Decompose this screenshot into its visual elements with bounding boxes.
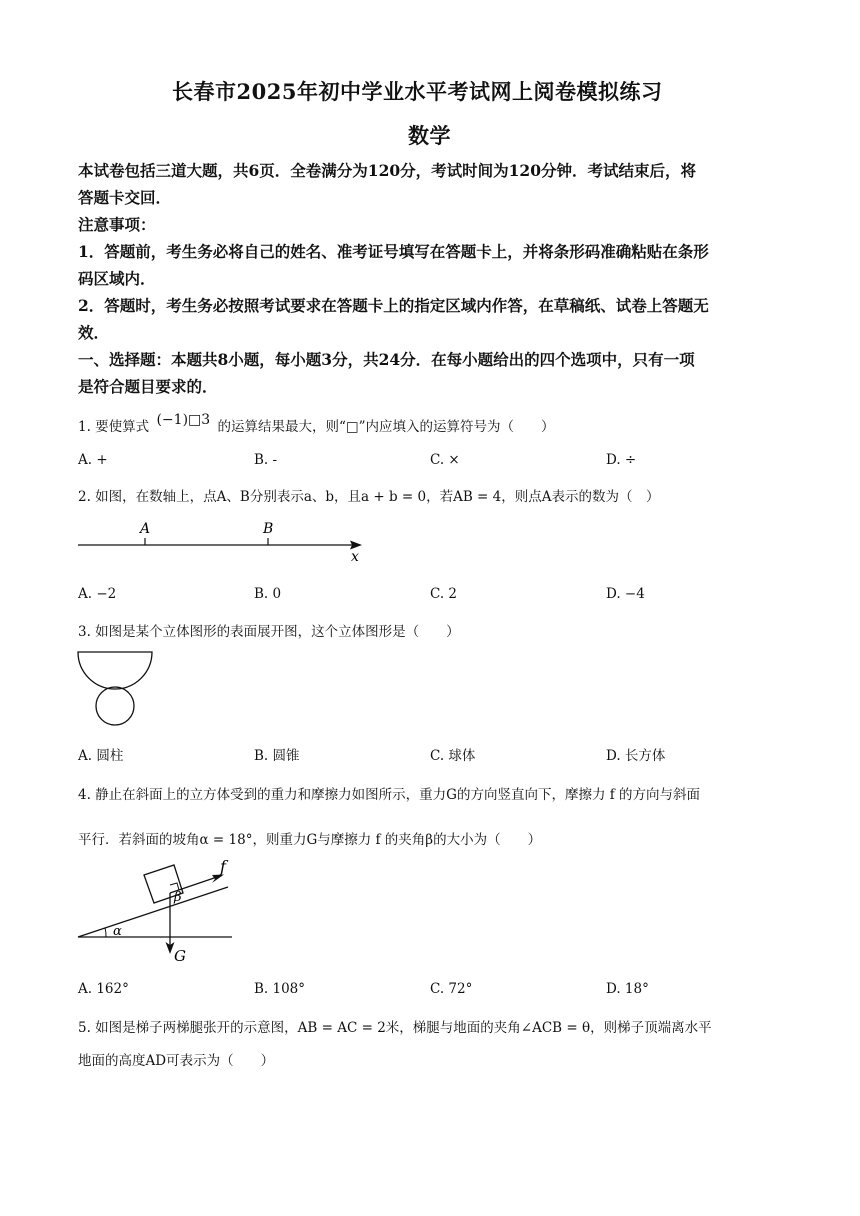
- q1-option-a[interactable]: A. +: [78, 452, 108, 468]
- q4-option-d[interactable]: D. 18°: [606, 981, 649, 997]
- base-circle: [96, 687, 134, 725]
- q3-option-b[interactable]: B. 圆锥: [254, 748, 300, 764]
- q4-stem-line-1: 4. 静止在斜面上的立方体受到的重力和摩擦力如图所示，重力G的方向竖直向下，摩擦力 f 的方向与斜面: [78, 787, 701, 803]
- q3-option-a[interactable]: A. 圆柱: [78, 748, 124, 764]
- q5-stem-line-1: 5. 如图是梯子两梯腿张开的示意图，AB = AC = 2米，梯腿与地面的夹角∠ACB = θ，则梯子顶端离水平: [78, 1020, 712, 1036]
- q1-suffix: 的运算结果最大，则“□”内应填入的运算符号为（ ）: [217, 419, 555, 435]
- q1-option-d[interactable]: D. ÷: [606, 452, 637, 468]
- net-figure: [76, 650, 156, 730]
- intro-line-1: 本试卷包括三道大题，共6页．全卷满分为120分，考试时间为120分钟．考试结束后，将: [78, 161, 696, 180]
- q3-option-c[interactable]: C. 球体: [430, 748, 476, 764]
- slope-line: [78, 887, 228, 937]
- exam-title: 长春市2025年初中学业水平考试网上阅卷模拟练习: [172, 79, 663, 104]
- q2-option-b[interactable]: B. 0: [254, 586, 282, 602]
- q1-stem: [78, 412, 555, 435]
- q4-stem-line-2: 平行．若斜面的坡角α = 18°，则重力G与摩擦力 f 的夹角β的大小为（ ）: [78, 832, 542, 848]
- q1-option-b[interactable]: B. -: [254, 452, 278, 468]
- q5-stem-line-2: 地面的高度AD可表示为（ ）: [78, 1053, 275, 1069]
- q1-expression: (−1)□3: [156, 412, 211, 428]
- q1-option-c[interactable]: C. ×: [430, 452, 460, 468]
- q3-option-d[interactable]: D. 长方体: [606, 748, 666, 764]
- angle-alpha-arc: [105, 928, 106, 937]
- label-b: B: [263, 521, 274, 537]
- label-alpha: α: [113, 924, 122, 939]
- label-f: f: [220, 857, 226, 876]
- section-1-line-1: 一、选择题：本题共8小题，每小题3分，共24分．在每小题给出的四个选项中，只有一项: [78, 350, 695, 369]
- label-g: G: [174, 947, 186, 965]
- subject-title: 数学: [408, 123, 451, 148]
- q4-option-c[interactable]: C. 72°: [430, 981, 473, 997]
- angle-beta-mark: [170, 883, 179, 890]
- q4-option-b[interactable]: B. 108°: [254, 981, 306, 997]
- number-line-figure: [78, 515, 378, 565]
- semicircle-sector: [78, 652, 152, 689]
- label-x: x: [351, 549, 359, 565]
- note-1-line-2: 码区域内．: [78, 269, 156, 288]
- note-1-line-1: 1．答题前，考生务必将自己的姓名、准考证号填写在答题卡上，并将条形码准确粘贴在条形: [78, 242, 709, 261]
- q2-option-a[interactable]: A. −2: [78, 586, 117, 602]
- q2-stem: 2. 如图，在数轴上，点A、B分别表示a、b，且a + b = 0，若AB = 4，则点A表示的数为（ ）: [78, 489, 660, 505]
- label-a: A: [140, 521, 151, 537]
- section-1-line-2: 是符合题目要求的．: [78, 377, 218, 396]
- incline-figure: [76, 855, 256, 965]
- q2-option-c[interactable]: C. 2: [430, 586, 458, 602]
- note-2-line-1: 2．答题时，考生务必按照考试要求在答题卡上的指定区域内作答，在草稿纸、试卷上答题无: [78, 296, 709, 315]
- label-beta: β: [174, 890, 182, 905]
- q3-stem: 3. 如图是某个立体图形的表面展开图，这个立体图形是（ ）: [78, 624, 460, 640]
- q4-option-a[interactable]: A. 162°: [78, 981, 129, 997]
- note-2-line-2: 效．: [78, 323, 110, 342]
- intro-line-2: 答题卡交回．: [78, 188, 172, 207]
- notice-title: 注意事项：: [78, 215, 156, 234]
- q1-prefix: 1. 要使算式: [78, 419, 150, 435]
- q2-option-d[interactable]: D. −4: [606, 586, 645, 602]
